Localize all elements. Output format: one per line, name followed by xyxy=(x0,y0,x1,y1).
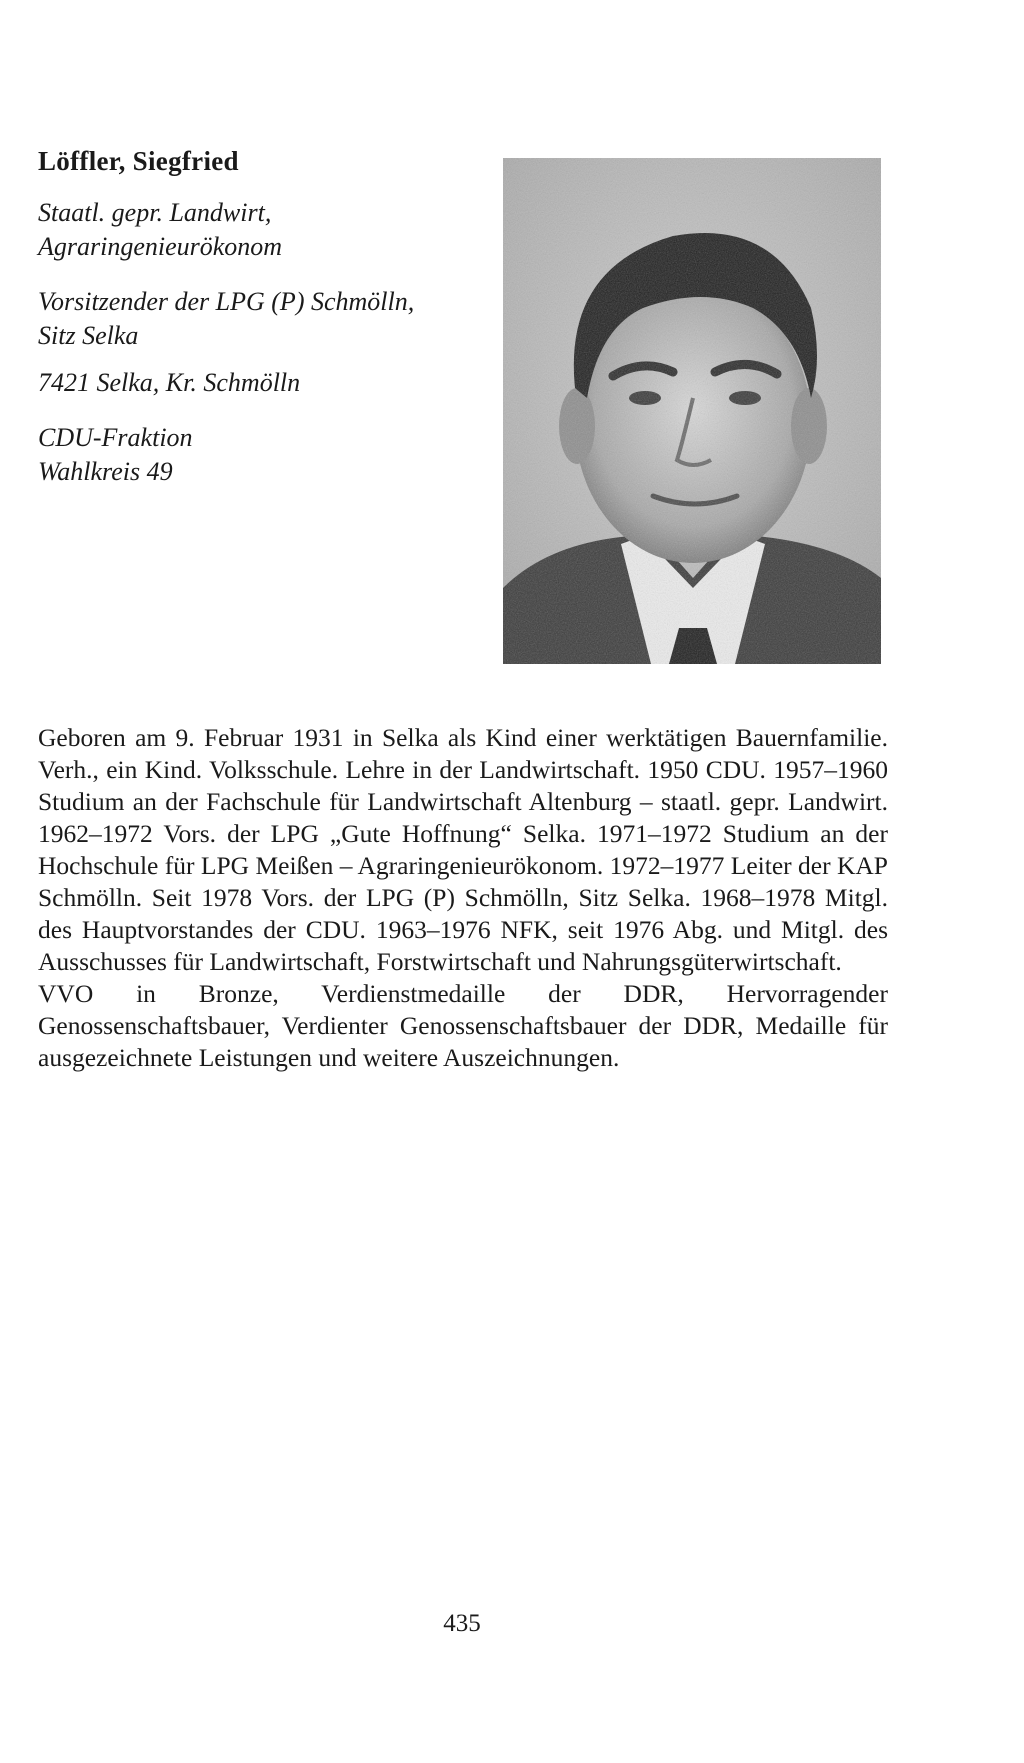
bio-career: Geboren am 9. Februar 1931 in Selka als Kind einer werktätigen Bauernfamilie. Verh., ein Kind. Volksschule. Lehre in der Landwirtschaft. 1950 CDU. 1957–1960 Studium an der Fachschule für Landwirtschaft Altenburg – staatl. gepr. Landwirt. 1962–1972 Vors. der LPG „Gute Hoffnung“ Selka. 1971–1972 Studium an der Hochschule für LPG Meißen – Agraringenieurökonom. 1972–1977 Leiter der KAP Schmölln. Seit 1978 Vors. der LPG (P) Schmölln, Sitz Selka. 1968–1978 Mitgl. des Hauptvorstandes der CDU. 1963–1976 NFK, seit 1976 Abg. und Mitgl. des Ausschusses für Landwirtschaft, Forstwirtschaft und Nahrungsgüterwirtschaft. xyxy=(38,723,888,976)
faction-line-2: Wahlkreis 49 xyxy=(38,457,173,486)
page-number: 435 xyxy=(443,1610,481,1637)
address xyxy=(38,366,300,400)
faction xyxy=(38,421,193,489)
portrait-photo xyxy=(503,158,881,664)
bio-awards: VVO in Bronze, Verdienstmedaille der DDR, Hervorragender Genossenschaftsbauer, Verdienter Genossenschaftsbauer der DDR, Medaille für ausgezeichnete Leistungen und weitere Auszeichnungen. xyxy=(38,979,888,1072)
profession-line-1: Staatl. gepr. Landwirt, xyxy=(38,198,272,227)
address-line: 7421 Selka, Kr. Schmölln xyxy=(38,368,301,397)
profession-line-2: Agraringenieurökonom xyxy=(38,232,283,261)
faction-line-1: CDU-Fraktion xyxy=(38,423,193,452)
profession xyxy=(38,196,282,264)
biography xyxy=(38,722,888,1074)
position xyxy=(38,285,414,353)
position-line-1: Vorsitzender der LPG (P) Schmölln, xyxy=(38,287,415,316)
position-line-2: Sitz Selka xyxy=(38,321,139,350)
person-name: Löffler, Siegfried xyxy=(38,146,239,176)
